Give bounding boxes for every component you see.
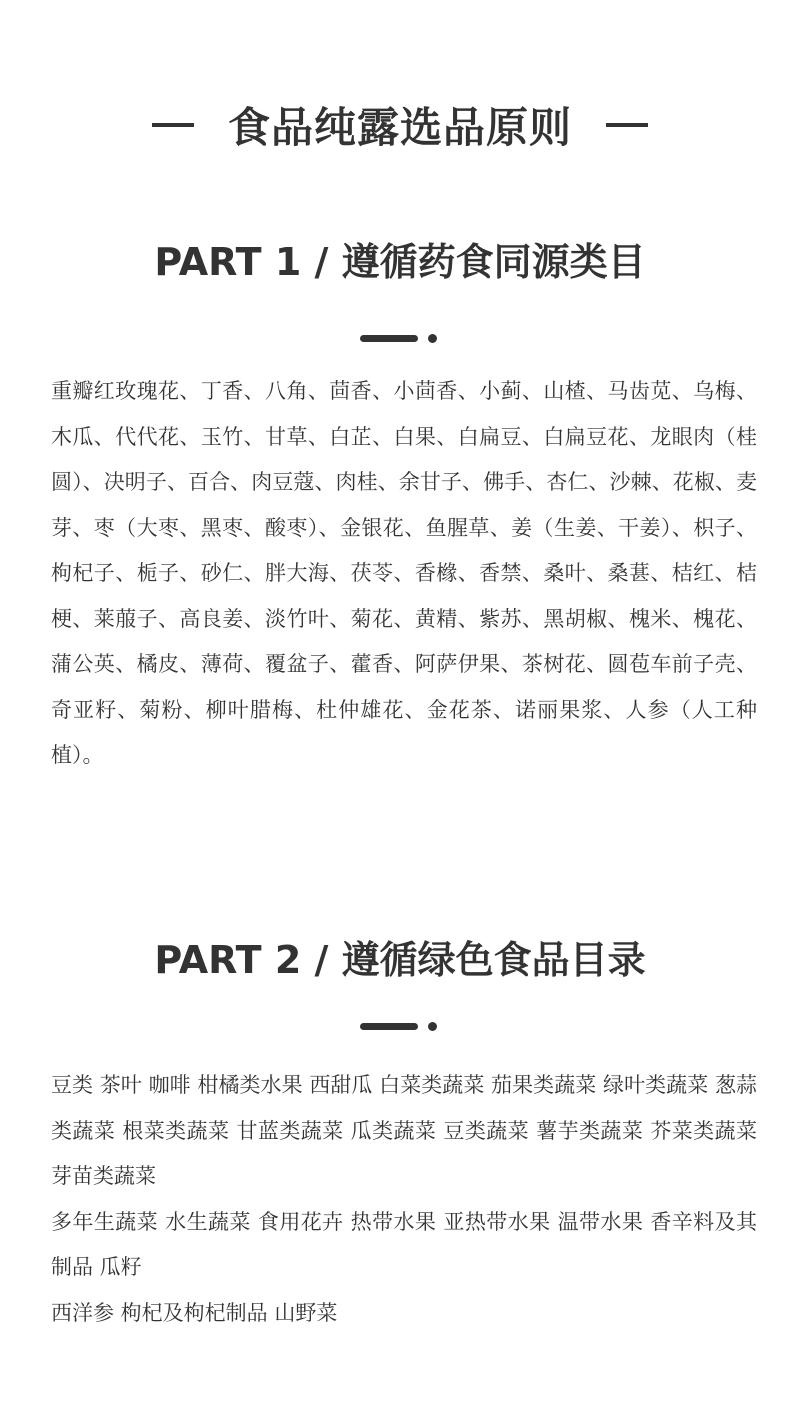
list-item: 豆类 茶叶 咖啡 柑橘类水果 西甜瓜 白菜类蔬菜 茄果类蔬菜 绿叶类蔬菜 葱蒜类蔬菜 根菜类蔬菜 甘蓝类蔬菜 瓜类蔬菜 豆类蔬菜 薯芋类蔬菜 芥菜类蔬菜 芽苗类蔬菜 [51, 1073, 757, 1188]
page-title-row [0, 94, 800, 156]
divider-bar [360, 1023, 418, 1030]
divider-dot [428, 334, 437, 343]
title-dash-right [606, 123, 648, 127]
divider-dot [428, 1022, 437, 1031]
list-item: 西洋参 枸杞及枸杞制品 山野菜 [51, 1300, 338, 1325]
part2-heading: PART 2 / 遵循绿色食品目录 [154, 938, 646, 982]
part1-ingredient-list: 重瓣红玫瑰花、丁香、八角、茴香、小茴香、小蓟、山楂、马齿苋、乌梅、木瓜、代代花、玉竹、甘草、白芷、白果、白扁豆、白扁豆花、龙眼肉（桂圆）、决明子、百合、肉豆蔻、肉桂、余甘子、佛手、杏仁、沙棘、花椒、麦芽、枣（大枣、黑枣、酸枣）、金银花、鱼腥草、姜（生姜、干姜）、枳子、枸杞子、栀子、砂仁、胖大海、茯苓、香橼、香禁、桑叶、桑葚、桔红、桔梗、莱菔子、高良姜、淡竹叶、菊花、黄精、紫苏、黑胡椒、槐米、槐花、蒲公英、橘皮、薄荷、覆盆子、藿香、阿萨伊果、茶树花、圆苞车前子壳、奇亚籽、菊粉、柳叶腊梅、杜仲雄花、金花茶、诺丽果浆、人参（人工种植）。 [51, 379, 757, 767]
list-item: 多年生蔬菜 水生蔬菜 食用花卉 热带水果 亚热带水果 温带水果 香辛料及其制品 瓜籽 [51, 1209, 757, 1279]
part1-divider [360, 333, 440, 343]
part2-category-list [51, 1063, 757, 1336]
divider-bar [360, 335, 418, 342]
part1-heading: PART 1 / 遵循药食同源类目 [154, 240, 646, 284]
part2-divider [360, 1021, 440, 1031]
page-title: 食品纯露选品原则 [227, 103, 572, 152]
title-dash-left [152, 123, 194, 127]
